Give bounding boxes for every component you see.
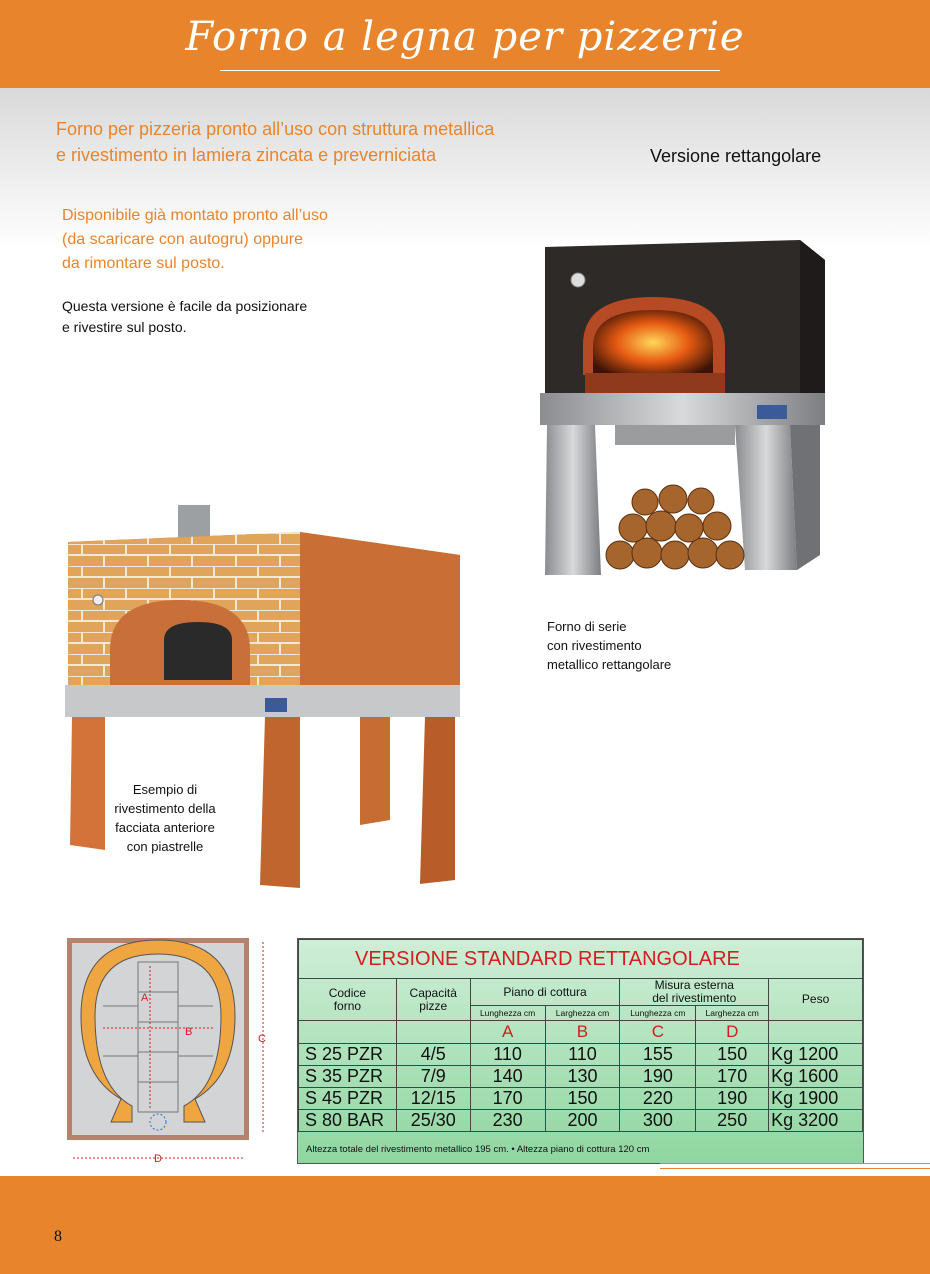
- metal-oven-photo: [535, 235, 835, 585]
- dim-label-c: C: [258, 1033, 266, 1045]
- table-row: S 45 PZR 12/15 170 150 220 190 Kg 1900: [299, 1088, 863, 1110]
- header-external-size: Misura esterna del rivestimento: [620, 979, 769, 1006]
- version-label: Versione rettangolare: [650, 146, 822, 166]
- header-width-b: Larghezza cm: [545, 1006, 620, 1021]
- letter-c: C: [620, 1021, 696, 1044]
- letter-b: B: [545, 1021, 620, 1044]
- placement-note: Questa versione è facile da posizionare e rivestire sul posto.: [62, 298, 308, 335]
- dim-label-d: D: [154, 1153, 162, 1165]
- footer-rule-bottom: [660, 1168, 930, 1169]
- spec-table-panel: [297, 938, 864, 1164]
- table-row: S 80 BAR 25/30 230 200 300 250 Kg 3200: [299, 1110, 863, 1132]
- table-footnote: Altezza totale del rivestimento metallico 195 cm. • Altezza piano di cottura 120 cm: [306, 1144, 650, 1155]
- footer-band: [0, 1176, 930, 1274]
- dim-label-b: B: [185, 1026, 193, 1038]
- availability-text: Disponibile già montato pronto all’uso (da scaricare con autogru) oppure da rimontare sul posto.: [62, 207, 328, 272]
- footer-rule-top: [660, 1163, 930, 1164]
- title-underline: [220, 70, 720, 71]
- header-length-c: Lunghezza cm: [620, 1006, 696, 1021]
- header-cooking-surface: Piano di cottura: [470, 979, 620, 1006]
- page-title: Forno a legna per pizzerie: [185, 14, 745, 60]
- letter-d: D: [696, 1021, 769, 1044]
- table-row: S 25 PZR 4/5 110 110 155 150 Kg 1200: [299, 1044, 863, 1066]
- caption-metal-oven: Forno di serie con rivestimento metallico rettangolare: [547, 619, 672, 672]
- table-title: VERSIONE STANDARD RETTANGOLARE: [299, 940, 863, 979]
- header-length-a: Lunghezza cm: [470, 1006, 545, 1021]
- intro-text: Forno per pizzeria pronto all’uso con struttura metallica e rivestimento in lamiera zincata e preverniciata: [56, 119, 495, 165]
- header-band: [0, 0, 930, 88]
- caption-tiled-oven: Esempio di rivestimento della facciata anteriore con piastrelle: [114, 782, 216, 854]
- header-code: Codice forno: [299, 979, 397, 1021]
- header-weight: Peso: [769, 979, 863, 1021]
- header-capacity: Capacità pizze: [396, 979, 470, 1021]
- oven-dimension-diagram: [55, 936, 280, 1168]
- spec-table: [298, 939, 863, 1132]
- table-row: S 35 PZR 7/9 140 130 190 170 Kg 1600: [299, 1066, 863, 1088]
- dim-label-a: A: [141, 992, 149, 1004]
- page-number: 8: [54, 1228, 62, 1245]
- letter-a: A: [470, 1021, 545, 1044]
- header-width-d: Larghezza cm: [696, 1006, 769, 1021]
